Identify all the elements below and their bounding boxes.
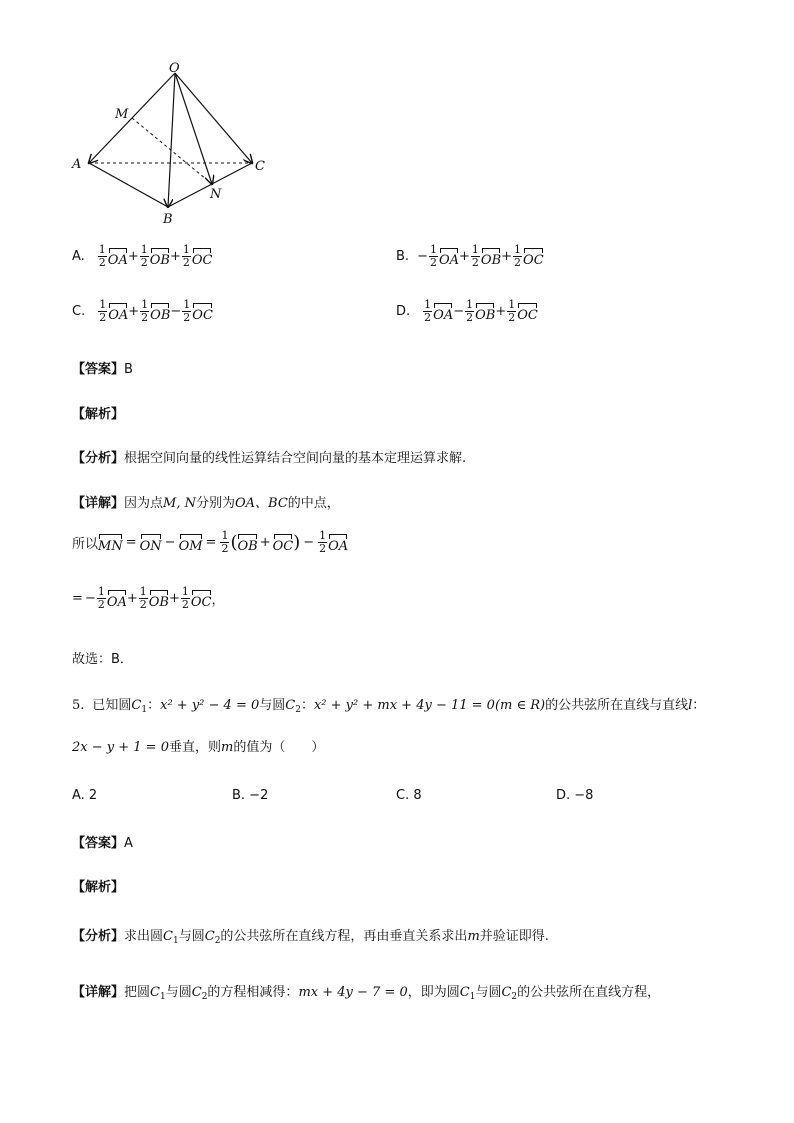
text: 的公共弦所在直线方程， (517, 985, 661, 1000)
fraction: $\frac{1}{2}$ (97, 585, 105, 611)
edge-ON (175, 73, 212, 184)
subscript: 1 (172, 936, 179, 946)
fraction: $\frac{1}{2}$ (139, 585, 147, 611)
fraction: $\frac{1}{2}$ (319, 529, 327, 555)
text: ： (147, 698, 161, 713)
math: l (688, 698, 693, 713)
vector: OC (192, 246, 213, 268)
operator: − (170, 304, 182, 319)
math: C (191, 985, 202, 1000)
q5-stem-line1 (72, 694, 705, 715)
vector: OA (328, 532, 348, 554)
q5-option-A: A. 2 (72, 788, 98, 803)
vector: OC (523, 246, 544, 268)
fenxi-tag: 【分析】 (72, 929, 125, 944)
vector: OA (108, 246, 128, 268)
fraction: $\frac{1}{2}$ (514, 243, 522, 269)
q5-analysis-tag: 【解析】 (72, 880, 125, 895)
subscript: 1 (469, 992, 476, 1002)
paren: ( (230, 532, 238, 553)
math: m (220, 740, 234, 755)
math: 2x − y + 1 = 0 (72, 740, 169, 755)
q5-option-B: B. −2 (232, 788, 269, 803)
vector: ON (140, 532, 162, 554)
edge-OC (175, 73, 252, 163)
text: 的公共弦所在直线与直线 (545, 698, 689, 713)
text: 的公共弦所在直线方程，再由垂直关系求出 (220, 929, 468, 944)
q5-stem-line2 (72, 736, 324, 755)
option-C (72, 299, 213, 324)
math: x² + y² + mx + 4y − 11 = 0 (313, 698, 495, 713)
vector: OB (481, 246, 501, 268)
q4-fenxi (72, 447, 466, 466)
math: C (163, 929, 173, 944)
answer-tag: 【答案】 (72, 362, 125, 377)
fraction: $\frac{1}{2}$ (424, 298, 432, 324)
vector: OC (191, 588, 212, 610)
fraction: $\frac{1}{2}$ (466, 298, 474, 324)
math: M, N (163, 496, 196, 511)
option-B (396, 244, 544, 269)
vector: OA (439, 246, 459, 268)
fraction: $\frac{1}{2}$ (508, 298, 516, 324)
fraction: $\frac{1}{2}$ (183, 298, 191, 324)
q5-detail (72, 981, 660, 1002)
operator: + (169, 249, 181, 264)
operator: + (168, 591, 180, 606)
operator: + (128, 304, 140, 319)
fraction: $\frac{1}{2}$ (141, 298, 149, 324)
text: 并验证即得. (479, 929, 549, 944)
subscript: 2 (511, 992, 518, 1002)
text: 垂直，则 (168, 740, 221, 755)
subscript: 1 (141, 705, 148, 715)
math: C (501, 985, 512, 1000)
label-B: B (163, 212, 173, 227)
math: x² + y² − 4 = 0 (160, 698, 260, 713)
option-C-label: C. (72, 304, 86, 319)
math: (m ∈ R) (494, 698, 546, 713)
operator: − (164, 535, 176, 550)
detail-tag: 【详解】 (72, 496, 125, 511)
q5-option-D: D. −8 (556, 788, 594, 803)
answer-value: A (124, 836, 133, 851)
detail-tag: 【详解】 (72, 985, 125, 1000)
vector: OB (150, 301, 170, 323)
question-number: 5. (72, 698, 85, 713)
math: C (459, 985, 470, 1000)
fenxi-text: 根据空间向量的线性运算结合空间向量的基本定理运算求解. (124, 451, 467, 466)
operator: + (127, 249, 139, 264)
operator: − (84, 591, 96, 606)
math: mx + 4y − 7 = 0 (298, 985, 408, 1000)
fenxi-tag: 【分析】 (72, 451, 125, 466)
operator: + (459, 249, 470, 264)
vector: OB (475, 301, 495, 323)
edge-OB (168, 73, 175, 207)
vector: OC (192, 301, 213, 323)
operator: = (125, 535, 137, 550)
text: 把圆 (124, 985, 151, 1000)
operator: − (303, 535, 315, 550)
label-M: M (115, 107, 129, 122)
tetrahedron-figure (60, 55, 280, 230)
vector: OA (433, 301, 453, 323)
text: 分别为 (195, 496, 235, 511)
text: 所以 (72, 537, 99, 552)
q4-equation-2 (72, 586, 225, 611)
label-O: O (169, 61, 180, 76)
q5-fenxi (72, 925, 549, 946)
operator: = (205, 535, 217, 550)
fraction: $\frac{1}{2}$ (98, 243, 106, 269)
operator: + (501, 249, 513, 264)
fraction: $\frac{1}{2}$ (471, 243, 479, 269)
math: C (131, 698, 142, 713)
text: 求出圆 (124, 929, 164, 944)
text: 与圆 (259, 698, 286, 713)
paren: ) (293, 532, 301, 553)
text: 的中点， (287, 496, 340, 511)
option-A (72, 244, 212, 269)
option-D (396, 299, 538, 324)
q4-detail (72, 492, 340, 511)
vector: OB (150, 246, 170, 268)
subscript: 2 (214, 936, 221, 946)
label-C: C (255, 159, 265, 174)
q5-answer (72, 832, 133, 851)
vector: OM (179, 532, 203, 554)
vector: OB (149, 588, 169, 610)
vector: OB (237, 532, 257, 554)
math: C (285, 698, 296, 713)
vector: OA (108, 301, 128, 323)
text: ： (692, 698, 706, 713)
q4-guxuan: 故选：B． (72, 652, 133, 667)
vector: MN (98, 532, 123, 554)
fraction: $\frac{1}{2}$ (181, 585, 189, 611)
math: m (467, 929, 480, 944)
q4-equation-1 (72, 530, 348, 555)
operator: + (259, 535, 271, 550)
math: OA、BC (235, 496, 288, 511)
text: 因为点 (124, 496, 164, 511)
fraction: $\frac{1}{2}$ (99, 298, 107, 324)
answer-value: B (124, 362, 133, 377)
math: C (150, 985, 160, 1000)
answer-tag: 【答案】 (72, 836, 125, 851)
option-A-label: A. (72, 249, 85, 264)
operator: − (417, 249, 428, 264)
q4-analysis-tag: 【解析】 (72, 407, 125, 422)
math: C (204, 929, 215, 944)
fraction: $\frac{1}{2}$ (140, 243, 148, 269)
vector: OC (517, 301, 538, 323)
label-N: N (210, 187, 222, 202)
subscript: 2 (295, 705, 301, 715)
fraction: $\frac{1}{2}$ (182, 243, 190, 269)
fraction: $\frac{1}{2}$ (221, 529, 229, 555)
text: ， (211, 593, 225, 608)
option-D-label: D. (396, 304, 411, 319)
text: ： (300, 698, 314, 713)
q4-answer (72, 358, 133, 377)
fraction: $\frac{1}{2}$ (429, 243, 437, 269)
text: 已知圆 (92, 698, 132, 713)
label-A: A (72, 157, 82, 172)
text: 的方程相减得： (207, 985, 299, 1000)
text: 与圆 (165, 985, 192, 1000)
vector: OC (273, 532, 294, 554)
option-B-label: B. (396, 249, 410, 264)
operator: = (72, 591, 83, 606)
text: 的值为（ ） (233, 740, 325, 755)
subscript: 1 (159, 992, 166, 1002)
operator: + (126, 591, 138, 606)
text: ，即为圆 (407, 985, 460, 1000)
edge-AB (89, 163, 168, 207)
subscript: 2 (201, 992, 208, 1002)
text: 与圆 (475, 985, 502, 1000)
text: 与圆 (178, 929, 205, 944)
q5-option-C: C. 8 (396, 788, 422, 803)
operator: − (453, 304, 465, 319)
vector: OA (107, 588, 127, 610)
operator: + (495, 304, 507, 319)
